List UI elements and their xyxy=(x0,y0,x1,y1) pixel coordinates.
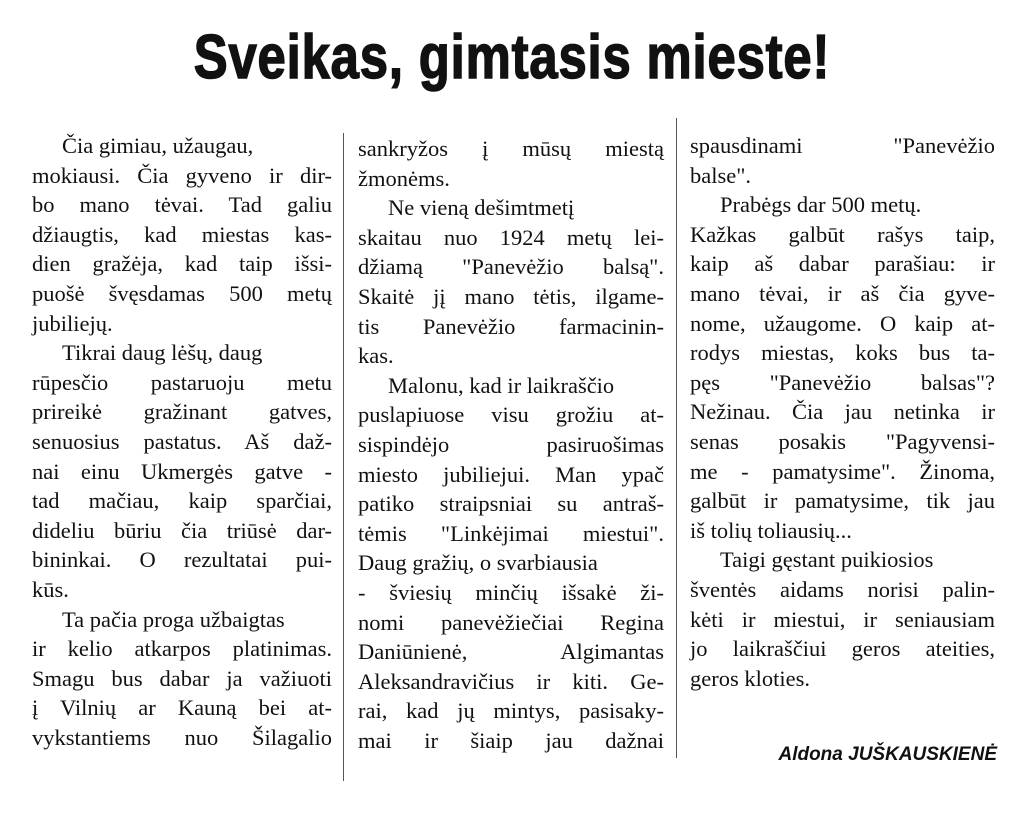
text-line: patiko straipsniai su antraš- xyxy=(358,491,664,517)
text-line: nomi panevėžiečiai Regina xyxy=(358,609,664,635)
text-line: Kažkas galbūt rašys taip, xyxy=(690,221,995,247)
column-divider-1 xyxy=(343,133,344,781)
text-line: nome, užaugome. O kaip at- xyxy=(690,310,995,336)
text-line: tėmis "Linkėjimai miestui". xyxy=(358,520,664,546)
headline: Sveikas, gimtasis mieste! xyxy=(193,23,831,92)
text-line: Ne vieną dešimtmetį xyxy=(388,195,575,221)
text-line: džiaugtis, kad miestas kas- xyxy=(32,221,332,247)
text-line: Nežinau. Čia jau netinka ir xyxy=(690,399,995,425)
text-line: rūpesčio pastaruoju metu xyxy=(32,369,332,395)
text-line: senas posakis "Pagyvensi- xyxy=(690,428,995,454)
text-line: mano tėvai, ir aš čia gyve- xyxy=(690,280,995,306)
text-line: Skaitė jį mano tėtis, ilgame- xyxy=(358,283,664,309)
text-line: nai einu Ukmergės gatve - xyxy=(32,458,332,484)
text-line: į Vilnių ar Kauną bei at- xyxy=(32,695,332,721)
text-line: Čia gimiau, užaugau, xyxy=(62,133,254,158)
text-line: Ta pačia proga užbaigtas xyxy=(62,606,285,632)
text-line: dideliu būriu čia triūsė dar- xyxy=(32,517,332,543)
text-line: puošė švęsdamas 500 metų xyxy=(32,280,332,306)
text-line: Daniūnienė, Algimantas xyxy=(358,639,664,665)
text-line: balse". xyxy=(690,162,752,188)
text-line: kaip aš dabar parašiau: ir xyxy=(690,251,995,277)
text-line: Malonu, kad ir laikraščio xyxy=(388,372,615,398)
text-line: skaitau nuo 1924 metų lei- xyxy=(358,224,664,250)
text-line: jo laikraščiui geros ateities, xyxy=(690,636,995,662)
text-line: mokiausi. Čia gyveno ir dir- xyxy=(32,162,332,188)
text-line: Tikrai daug lėšų, daug xyxy=(62,340,263,366)
text-line: Smagu bus dabar ja važiuoti xyxy=(32,665,332,691)
text-line: vykstantiems nuo Šilagalio xyxy=(32,724,332,750)
author-signature: Aldona JUŠKAUSKIENĖ xyxy=(778,744,997,765)
text-line: pęs "Panevėžio balsas"? xyxy=(690,369,995,395)
text-line: senuosius pastatus. Aš daž- xyxy=(32,428,332,454)
text-line: rodys miestas, koks bus ta- xyxy=(690,340,995,366)
text-line: rai, kad jų mintys, pasisaky- xyxy=(358,698,664,724)
text-line: dien gražėja, kad taip išsi- xyxy=(32,251,332,277)
text-line: galbūt ir pamatysime, tik jau xyxy=(690,488,995,514)
text-line: sispindėjo pasiruošimas xyxy=(358,431,664,457)
text-line: ir kelio atkarpos platinimas. xyxy=(32,636,332,662)
text-line: Aleksandravičius ir kiti. Ge- xyxy=(358,668,664,694)
text-line: spausdinami "Panevėžio xyxy=(690,133,995,158)
text-line: tis Panevėžio farmacinin- xyxy=(358,313,664,339)
text-line: geros kloties. xyxy=(690,665,810,691)
text-line: kūs. xyxy=(32,576,69,602)
text-line: sankryžos į mūsų miestą xyxy=(358,136,664,161)
article-column-1 xyxy=(32,131,332,752)
text-line: kėti ir miestui, ir seniausiam xyxy=(690,606,995,632)
text-line: bininkai. O rezultatai pui- xyxy=(32,547,332,573)
article-column-3 xyxy=(690,131,995,693)
text-line: žmonėms. xyxy=(358,165,450,191)
text-line: iš tolių toliausių... xyxy=(690,517,852,543)
text-line: kas. xyxy=(358,343,394,369)
text-line: džiamą "Panevėžio balsą". xyxy=(358,254,664,280)
text-line: - šviesių minčių išsakė ži- xyxy=(358,579,664,605)
text-line: mai ir šiaip jau dažnai xyxy=(358,727,664,753)
text-line: Daug gražių, o svarbiausia xyxy=(358,550,598,576)
text-line: jubiliejų. xyxy=(32,310,113,336)
text-line: Taigi gęstant puikiosios xyxy=(720,547,934,573)
text-line: puslapiuose visu grožiu at- xyxy=(358,402,664,428)
text-line: me - pamatysime". Žinoma, xyxy=(690,458,995,484)
text-line: prireikė gražinant gatves, xyxy=(32,399,332,425)
text-line: bo mano tėvai. Tad galiu xyxy=(32,192,332,218)
text-line: šventės aidams norisi palin- xyxy=(690,576,995,602)
text-line: tad mačiau, kaip sparčiai, xyxy=(32,488,332,514)
text-line: Prabėgs dar 500 metų. xyxy=(720,192,922,218)
article-column-2 xyxy=(358,134,664,755)
column-divider-2 xyxy=(676,118,677,758)
text-line: miesto jubiliejui. Man ypač xyxy=(358,461,664,487)
